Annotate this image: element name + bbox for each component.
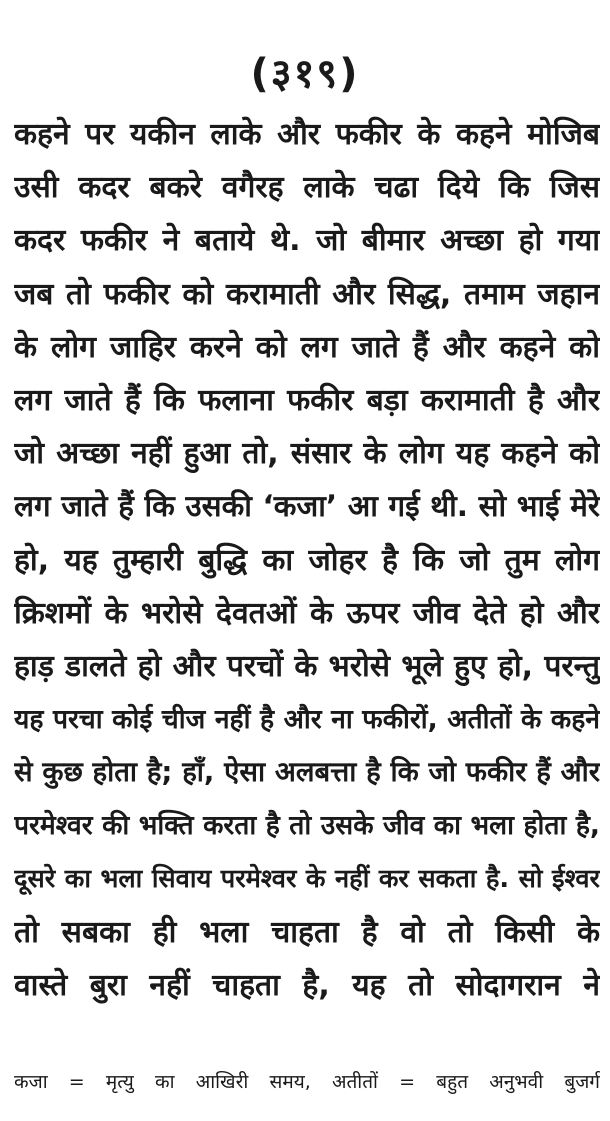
text-line: जो अच्छा नहीं हुआ तो, संसार के लोग यह कहने को	[14, 436, 600, 472]
text-line: के लोग जाहिर करने को लग जाते हैं और कहने को	[14, 329, 600, 365]
text-line: दूसरे का भला सिवाय परमेश्वर के नहीं कर सकता है. सो ईश्वर	[14, 863, 600, 894]
footnote: कजा = मृत्यु का आखिरी समय, अतीतों = बहुत अनुभवी बुजर्ग	[14, 1071, 600, 1093]
page-number: (३१९)	[250, 51, 360, 97]
text-line: क्रिशमों के भरोसे देवतओं के ऊपर जीव देते हो और	[14, 595, 600, 631]
text-line: परमेश्वर की भक्ति करता है तो उसके जीव का भला होता है,	[14, 810, 600, 842]
text-line: तो सबका ही भला चाहता है वो तो किसी के	[14, 914, 600, 950]
text-line: हो, यह तुम्हारी बुद्धि का जोहर है कि जो तुम लोग	[14, 542, 600, 578]
text-line: लग जाते हैं कि फलाना फकीर बड़ा करामाती है और	[14, 382, 600, 418]
text-line: कहने पर यकीन लाके और फकीर के कहने मोजिब	[14, 117, 600, 152]
text-line: से कुछ होता है; हाँ, ऐसा अलबत्ता है कि जो फकीर हैं और	[14, 756, 600, 789]
text-line: हाड़ डालते हो और परचों के भरोसे भूले हुए हो, परन्तु	[14, 648, 600, 684]
text-line: वास्ते बुरा नहीं चाहता है, यह तो सोदागरान ने	[14, 968, 600, 1003]
text-line: लग जाते हैं कि उसकी ‘कजा’ आ गई थी. सो भाई मेरे	[14, 489, 600, 524]
text-line: यह परचा कोई चीज नहीं है और ना फकीरों, अतीतों के कहने	[14, 704, 600, 736]
body-text	[14, 108, 600, 1012]
text-line: उसी कदर बकरे वगैरह लाके चढा दिये कि जिस	[14, 170, 600, 206]
text-line: कदर फकीर ने बताये थे. जो बीमार अच्छा हो गया	[14, 223, 600, 259]
text-line: जब तो फकीर को करामाती और सिद्ध, तमाम जहान	[14, 276, 600, 312]
